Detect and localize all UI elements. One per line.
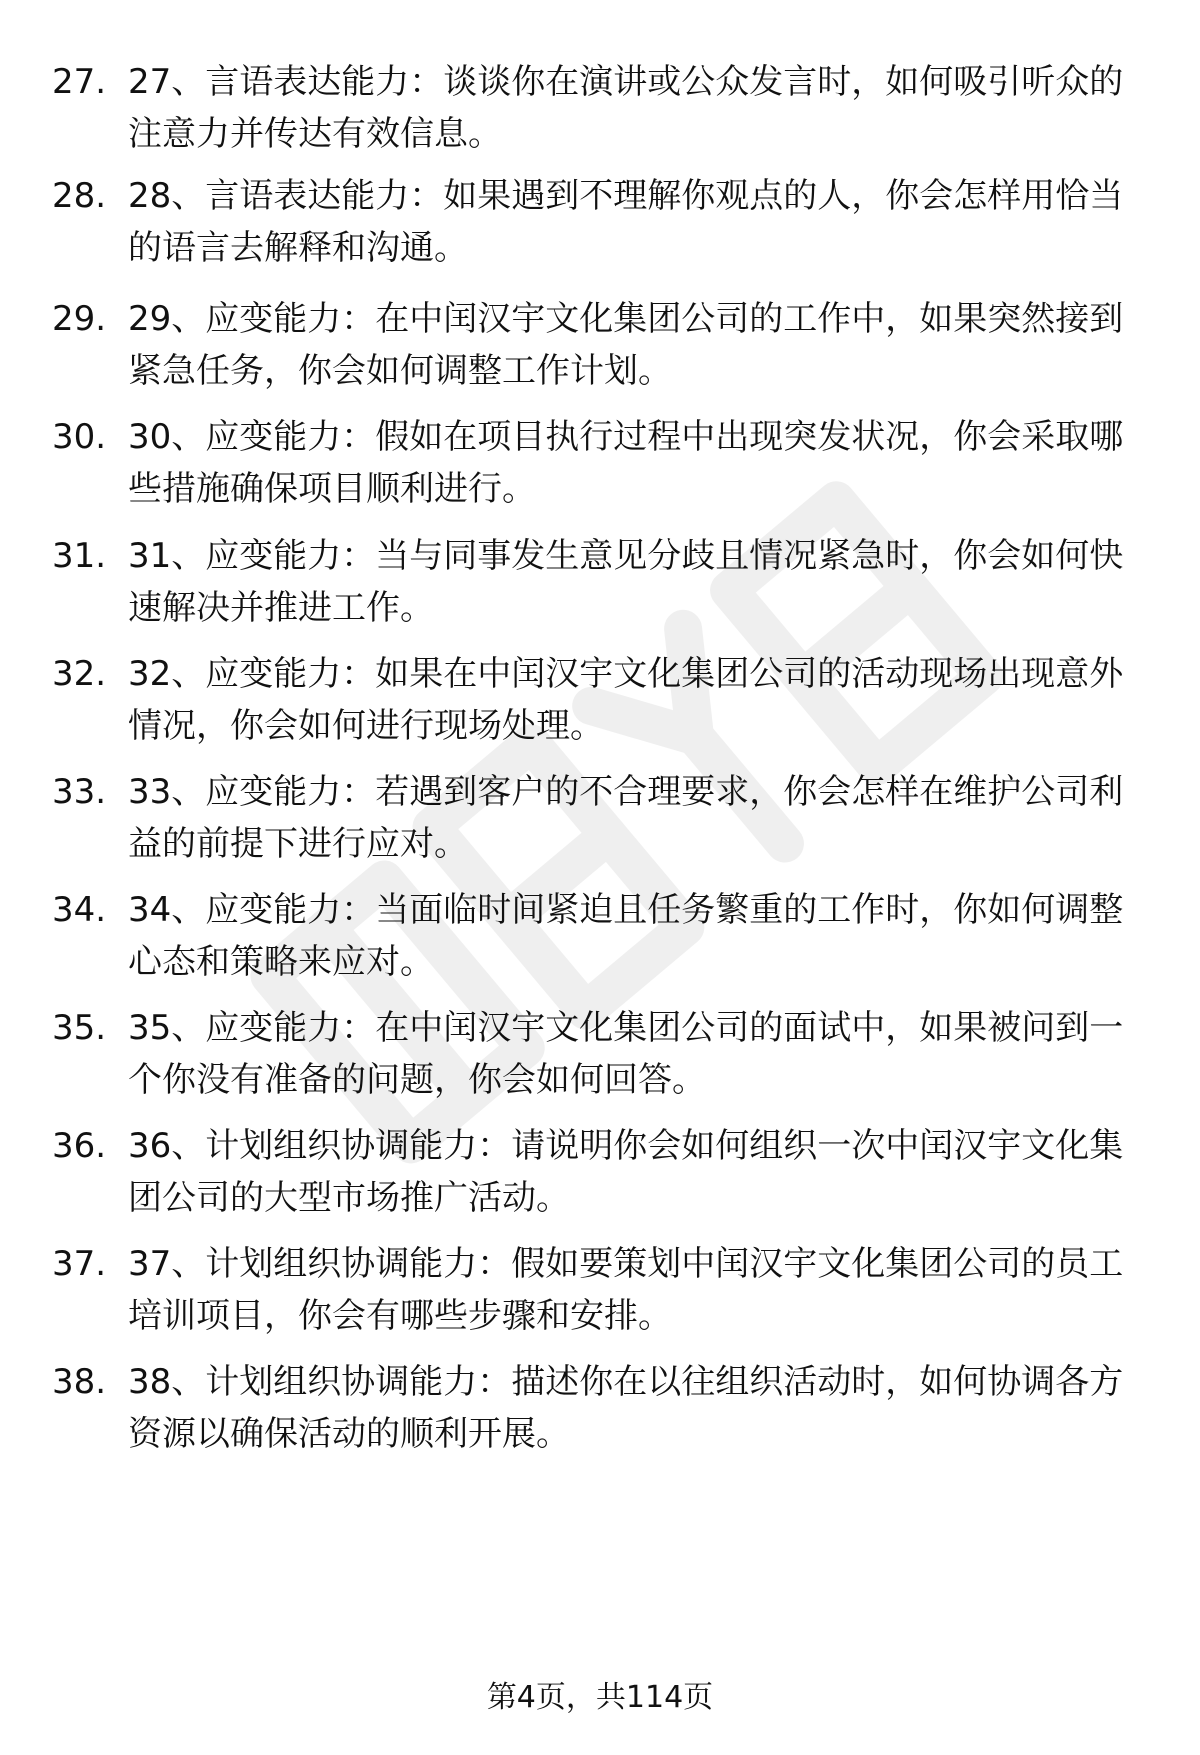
question-text: 29、应变能力：在中闰汉宇文化集团公司的工作中，如果突然接到紧急任务，你会如何调整工作计划。 [128,299,1124,391]
list-item [0,1356,1200,1466]
question-number: 37. [52,1244,107,1284]
question-number: 32. [52,654,107,694]
question-text: 35、应变能力：在中闰汉宇文化集团公司的面试中，如果被问到一个你没有准备的问题，你会如何回答。 [128,1008,1124,1100]
question-number: 30. [52,417,107,457]
list-item [0,884,1200,994]
question-number: 36. [52,1126,107,1166]
list-item [0,56,1200,166]
question-text: 30、应变能力：假如在项目执行过程中出现突发状况，你会采取哪些措施确保项目顺利进行。 [128,417,1124,509]
question-text: 38、计划组织协调能力：描述你在以往组织活动时，如何协调各方资源以确保活动的顺利开展。 [128,1362,1124,1454]
question-number: 34. [52,890,107,930]
question-text: 28、言语表达能力：如果遇到不理解你观点的人，你会怎样用恰当的语言去解释和沟通。 [128,176,1124,268]
question-number: 27. [52,62,107,102]
question-text: 32、应变能力：如果在中闰汉宇文化集团公司的活动现场出现意外情况，你会如何进行现场处理。 [128,654,1124,746]
question-text: 36、计划组织协调能力：请说明你会如何组织一次中闰汉宇文化集团公司的大型市场推广活动。 [128,1126,1124,1218]
list-item [0,1120,1200,1230]
question-text: 31、应变能力：当与同事发生意见分歧且情况紧急时，你会如何快速解决并推进工作。 [128,536,1124,628]
question-number: 38. [52,1362,107,1402]
question-text: 27、言语表达能力：谈谈你在演讲或公众发言时，如何吸引听众的注意力并传达有效信息。 [128,62,1124,154]
list-item [0,648,1200,758]
list-item [0,1002,1200,1112]
question-number: 33. [52,772,107,812]
list-item [0,530,1200,640]
list-item [0,411,1200,521]
question-number: 35. [52,1008,107,1048]
list-item [0,293,1200,403]
list-item [0,1238,1200,1348]
question-number: 28. [52,176,107,216]
question-text: 33、应变能力：若遇到客户的不合理要求，你会怎样在维护公司利益的前提下进行应对。 [128,772,1124,864]
list-item [0,170,1200,280]
question-text: 34、应变能力：当面临时间紧迫且任务繁重的工作时，你如何调整心态和策略来应对。 [128,890,1124,982]
page-number-footer: 第4页，共114页 [486,1680,714,1715]
question-text: 37、计划组织协调能力：假如要策划中闰汉宇文化集团公司的员工培训项目，你会有哪些步骤和安排。 [128,1244,1124,1336]
question-number: 31. [52,536,107,576]
question-number: 29. [52,299,107,339]
list-item [0,766,1200,876]
